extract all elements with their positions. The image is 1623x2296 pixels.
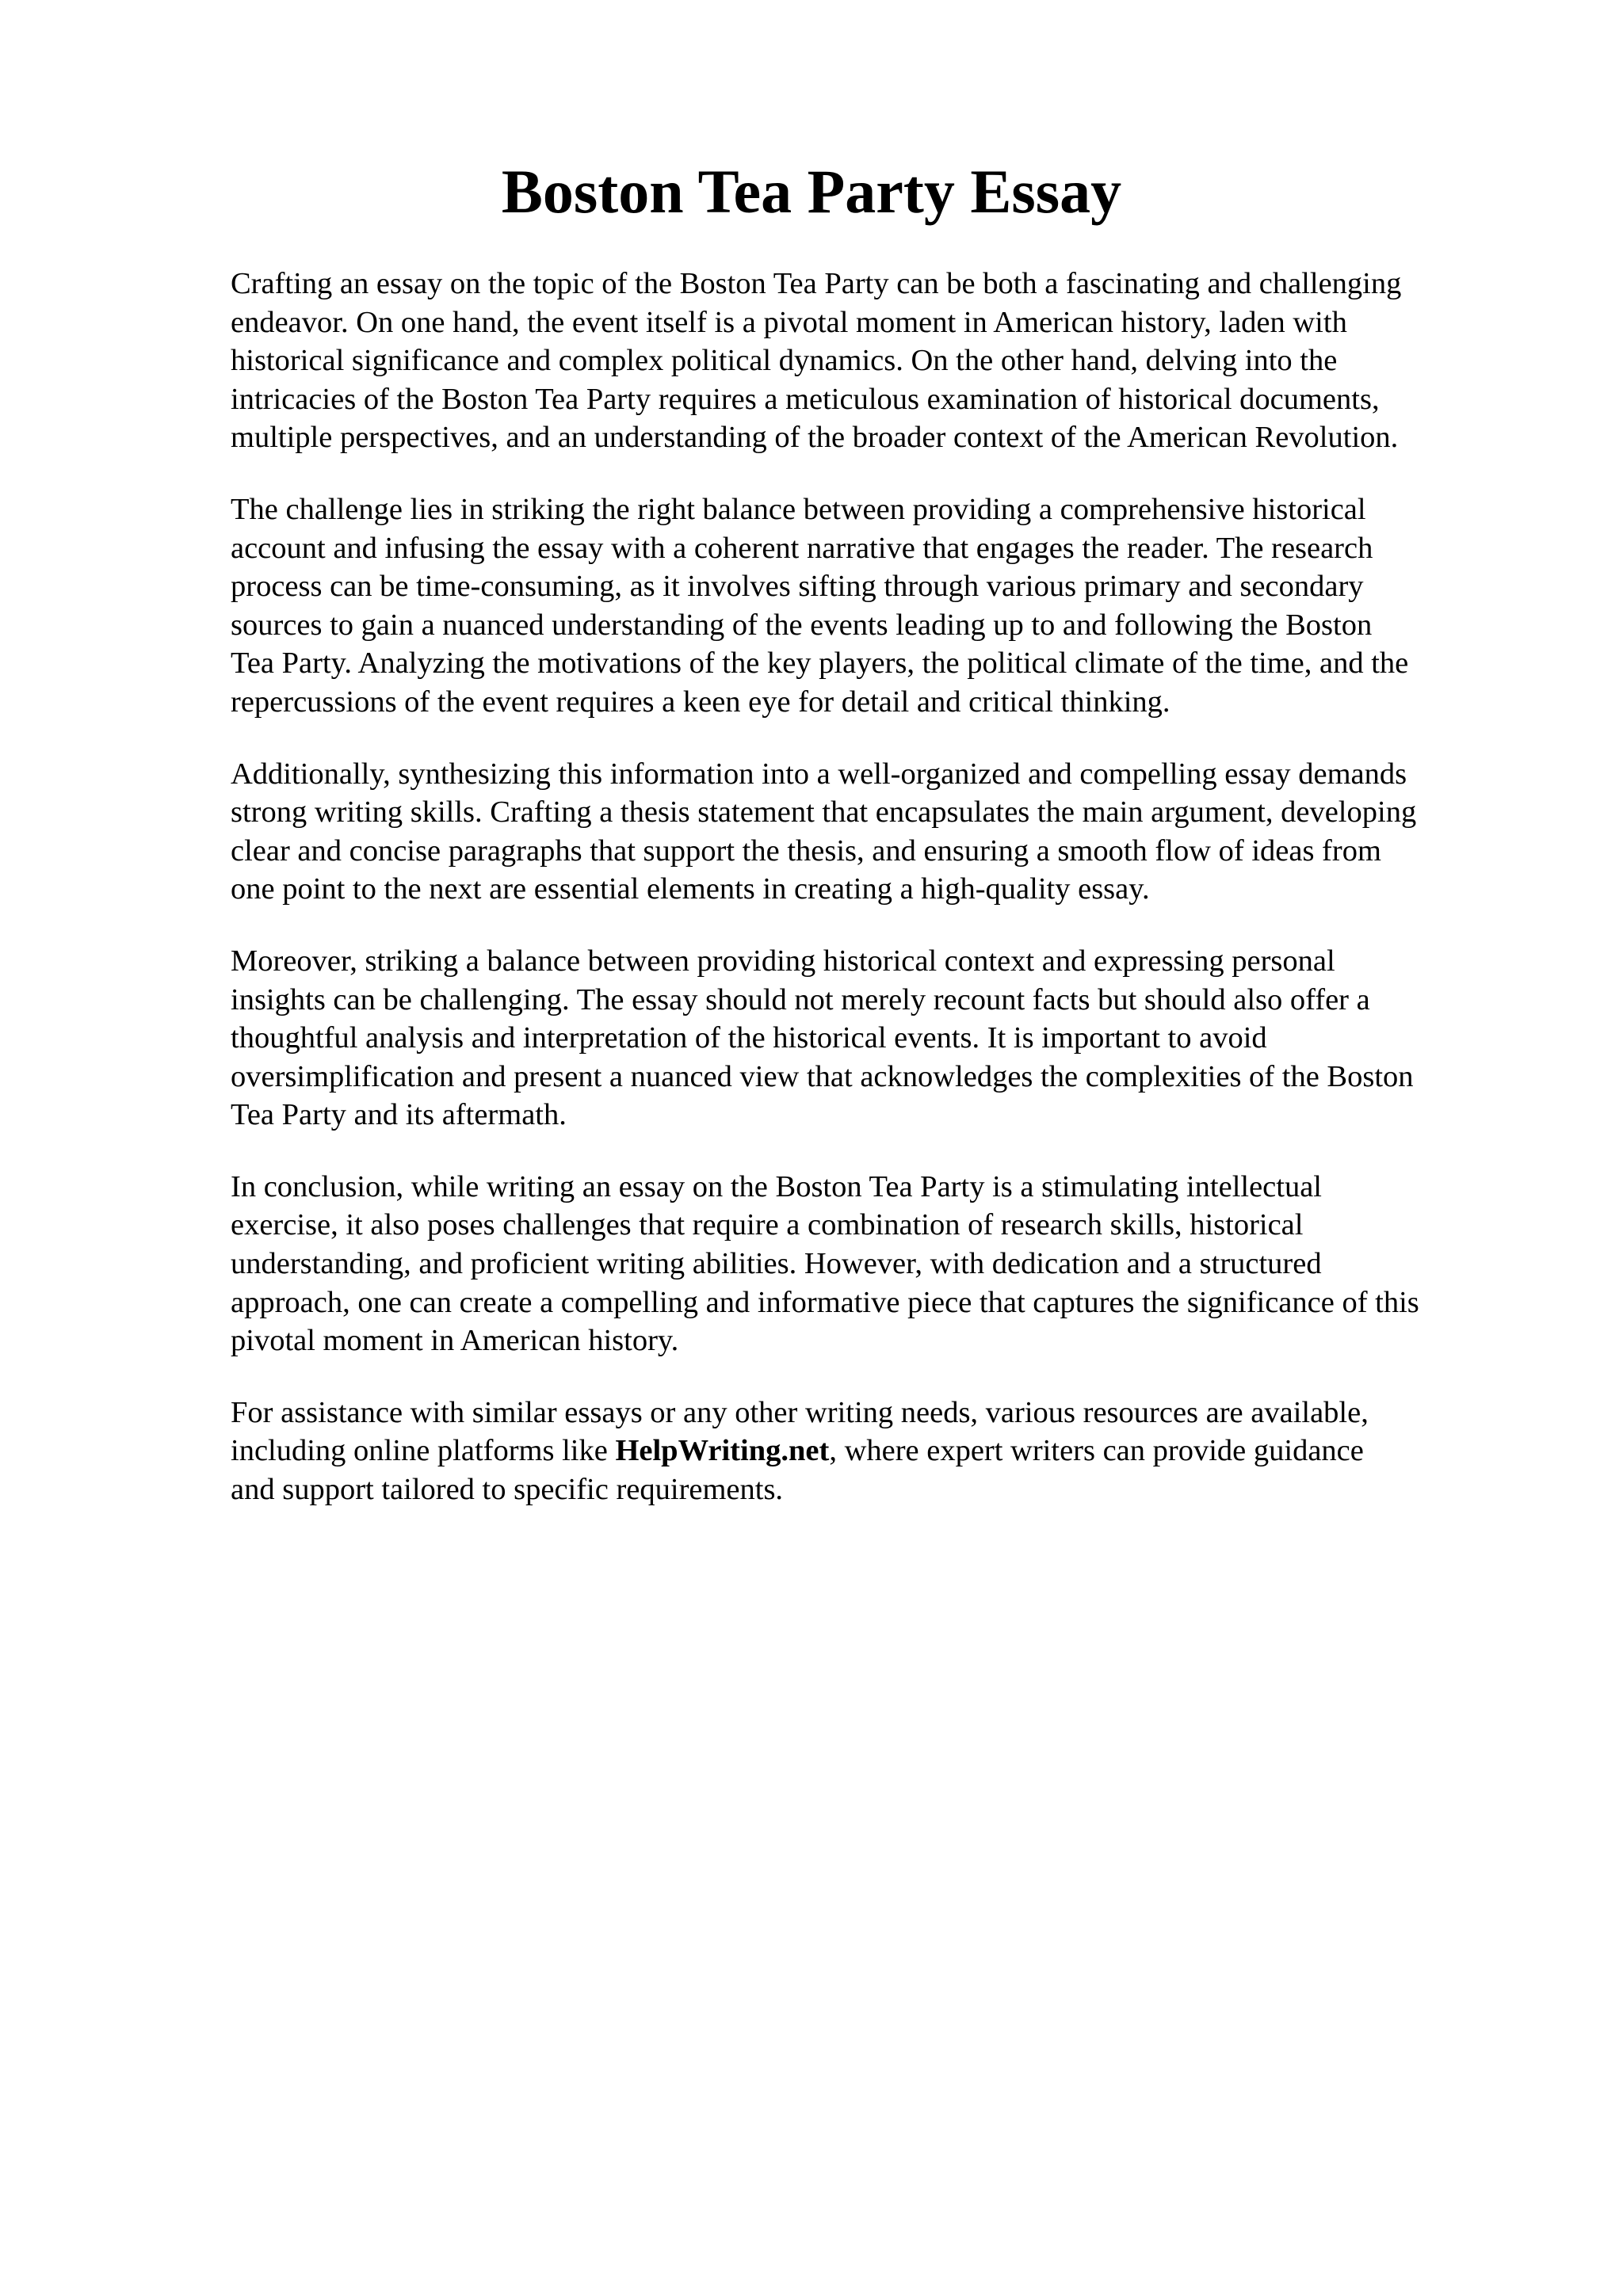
text-line: Tea Party. Analyzing the motivations of the key players, the political climate of the time, and the <box>231 646 1409 681</box>
text-line: oversimplification and present a nuanced view that acknowledges the complexities of the Boston <box>231 1059 1414 1093</box>
text-line: pivotal moment in American history. <box>231 1324 679 1358</box>
text-line: exercise, it also poses challenges that require a combination of research skills, historical <box>231 1208 1304 1242</box>
text-line: repercussions of the event requires a keen eye for detail and critical thinking. <box>231 685 1170 719</box>
text-line: process can be time-consuming, as it involves sifting through various primary and secondary <box>231 570 1364 604</box>
page-title: Boston Tea Party Essay <box>501 157 1122 226</box>
text-line: and support tailored to specific requirements. <box>231 1473 784 1507</box>
text-line: Additionally, synthesizing this information into a well-organized and compelling essay demands <box>231 757 1407 791</box>
text-segment: , where expert writers can provide guidance <box>829 1434 1364 1468</box>
text-line: understanding, and proficient writing abilities. However, with dedication and a structured <box>231 1247 1322 1281</box>
text-line: strong writing skills. Crafting a thesis statement that encapsulates the main argument, developing <box>231 795 1417 830</box>
text-line: sources to gain a nuanced understanding of the events leading up to and following the Boston <box>231 608 1373 642</box>
essay-body <box>231 265 1530 1543</box>
text-line: Moreover, striking a balance between providing historical context and expressing personal <box>231 944 1335 978</box>
text-line: The challenge lies in striking the right balance between providing a comprehensive historical <box>231 492 1366 526</box>
closing-paragraph <box>231 1394 1530 1509</box>
text-line: For assistance with similar essays or any other writing needs, various resources are available, <box>231 1395 1369 1429</box>
text-line: one point to the next are essential elements in creating a high-quality essay. <box>231 872 1150 906</box>
paragraph-1 <box>231 265 1530 457</box>
paragraph-4 <box>231 942 1530 1135</box>
text-line: historical significance and complex political dynamics. On the other hand, delving into the <box>231 344 1338 378</box>
text-line: In conclusion, while writing an essay on the Boston Tea Party is a stimulating intellectual <box>231 1169 1322 1203</box>
text-line: account and infusing the essay with a coherent narrative that engages the reader. The research <box>231 531 1373 565</box>
text-line: endeavor. On one hand, the event itself is a pivotal moment in American history, laden with <box>231 305 1347 339</box>
text-line-with-brand <box>231 1432 1530 1470</box>
text-line: approach, one can create a compelling and informative piece that captures the significance of this <box>231 1285 1419 1319</box>
text-line: Tea Party and its aftermath. <box>231 1098 567 1132</box>
text-line: intricacies of the Boston Tea Party requires a meticulous examination of historical documents, <box>231 382 1380 416</box>
text-line: multiple perspectives, and an understanding of the broader context of the American Revolution. <box>231 421 1399 455</box>
paragraph-3 <box>231 755 1530 909</box>
helpwriting-brand-name: HelpWriting.net <box>615 1434 830 1468</box>
text-line: clear and concise paragraphs that support the thesis, and ensuring a smooth flow of ideas from <box>231 833 1381 868</box>
text-line: Crafting an essay on the topic of the Boston Tea Party can be both a fascinating and challenging <box>231 267 1402 300</box>
paragraph-2 <box>231 490 1530 722</box>
text-line: insights can be challenging. The essay should not merely recount facts but should also offer a <box>231 982 1370 1016</box>
text-line: thoughtful analysis and interpretation of the historical events. It is important to avoid <box>231 1021 1267 1055</box>
paragraph-5 <box>231 1168 1530 1360</box>
text-segment: including online platforms like <box>231 1434 616 1468</box>
